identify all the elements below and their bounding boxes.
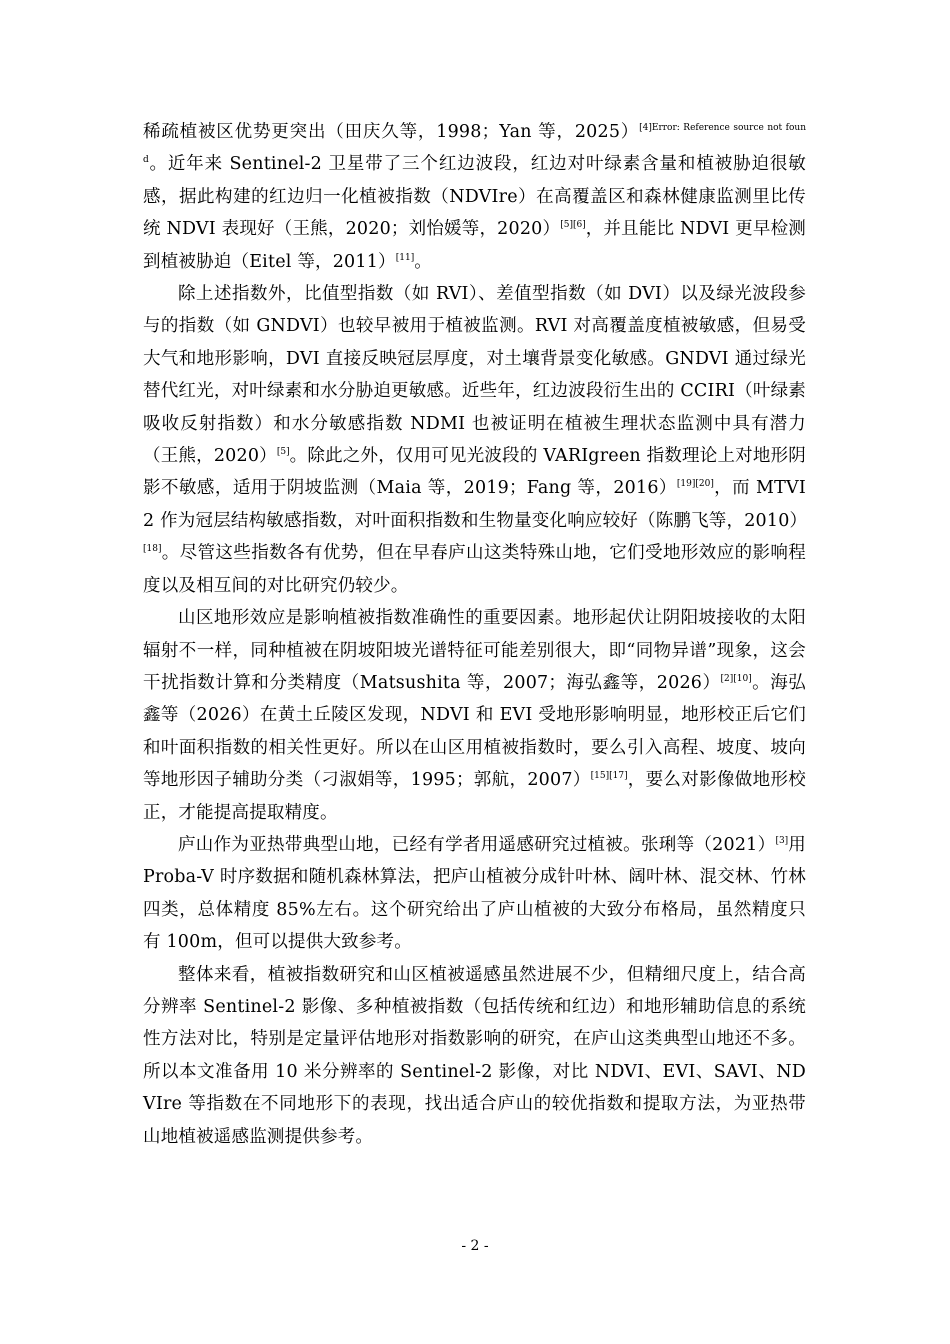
text-run: 。近年来 Sentinel-2 卫星带了三个红边波段，红边对叶绿素含量和植被胁迫很敏感，据此构建的红边归一化植被指数（NDVIre）在高覆盖区和森林健康监测里比传统 NDVI 表现好（王熊，2020；刘怡媛等，2020） [143,154,806,240]
text-run: ，而 MTVI2 作为冠层结构敏感指数，对叶面积指数和生物量变化响应较好（陈鹏飞等，2010） [143,478,808,531]
citation-marker: [5] [276,447,290,458]
citation-marker: [2][10] [720,673,752,684]
text-run: 庐山作为亚热带典型山地，已经有学者用遥感研究过植被。张琍等（2021） [178,834,776,855]
text-run: ，要么对影像做地形校正，才能提高提取精度。 [143,770,807,823]
text-run: 。尽管这些指数各有优势，但在早春庐山这类特殊山地，它们受地形效应的影响程度以及相互间的对比研究仍较少。 [143,543,806,596]
text-run: ，并且能比 NDVI 更早检测到植被胁迫（Eitel 等，2011） [143,219,806,272]
text-run: 。海弘鑫等（2026）在黄土丘陵区发现，NDVI 和 EVI 受地形影响明显，地形校正后它们和叶面积指数的相关性更好。所以在山区用植被指数时，要么引入高程、坡度、坡向等地形因子辅助分类（刁淑娟等，1995；郭航，2007） [143,672,806,791]
paragraph [143,829,806,959]
body-text [143,116,806,1153]
text-run: 整体来看，植被指数研究和山区植被遥感虽然进展不少，但精细尺度上，结合高分辨率 Sentinel-2 影像、多种植被指数（包括传统和红边）和地形辅助信息的系统性方法对比，特别是定量评估地形对指数影响的研究，在庐山这类典型山地还不多。所以本文准备用 10 米分辨率的 Sentinel-2 影像，对比 NDVI、EVI、SAVI、NDVIre 等指数在不同地形下的表现，找出适合庐山的较优指数和提取方法，为亚热带山地植被遥感监测提供参考。 [143,964,806,1147]
page-number: - 2 - [461,1238,489,1254]
text-run: 用 Proba-V 时序数据和随机森林算法，把庐山植被分成针叶林、阔叶林、混交林、竹林四类，总体精度 85%左右。这个研究给出了庐山植被的大致分布格局，虽然精度只有 100m，但可以提供大致参考。 [143,834,806,953]
citation-marker: [3] [775,835,789,846]
text-run: 稀疏植被区优势更突出（田庆久等，1998；Yan 等，2025） [143,122,640,142]
citation-marker: [5][6] [560,220,586,231]
citation-marker: [18] [143,544,162,555]
paragraph [143,959,806,1153]
paragraph [143,602,806,829]
citation-marker: [19][20] [676,479,714,490]
paragraph [143,278,806,602]
citation-marker: [11] [395,252,415,263]
text-run: 。除此之外，仅用可见光波段的 VARIgreen 指数理论上对地形阴影不敏感，适用于阴坡监测（Maia 等，2019；Fang 等，2016） [143,446,806,499]
text-run: 除上述指数外，比值型指数（如 RVI）、差值型指数（如 DVI）以及绿光波段参与的指数（如 GNDVI）也较早被用于植被监测。RVI 对高覆盖度植被敏感，但易受大气和地形影响，DVI 直接反映冠层厚度，对土壤背景变化敏感。GNDVI 通过绿光替代红光，对叶绿素和水分胁迫更敏感。近些年，红边波段衍生出的 CCIRI（叶绿素吸收反射指数）和水分敏感指数 NDMI 也被证明在植被生理状态监测中具有潜力（王熊，2020） [143,284,806,467]
citation-marker: [15][17] [590,771,628,782]
text-run: 山区地形效应是影响植被指数准确性的重要因素。地形起伏让阴阳坡接收的太阳辐射不一样，同种植被在阴坡阳坡光谱特征可能差别很大，即“同物异谱”现象，这会干扰指数计算和分类精度（Matsushita 等，2007；海弘鑫等，2026） [143,608,806,693]
citation-marker: [4]Error: Reference source not found [143,123,806,166]
paragraph [143,116,806,278]
text-run: 。 [414,251,432,272]
